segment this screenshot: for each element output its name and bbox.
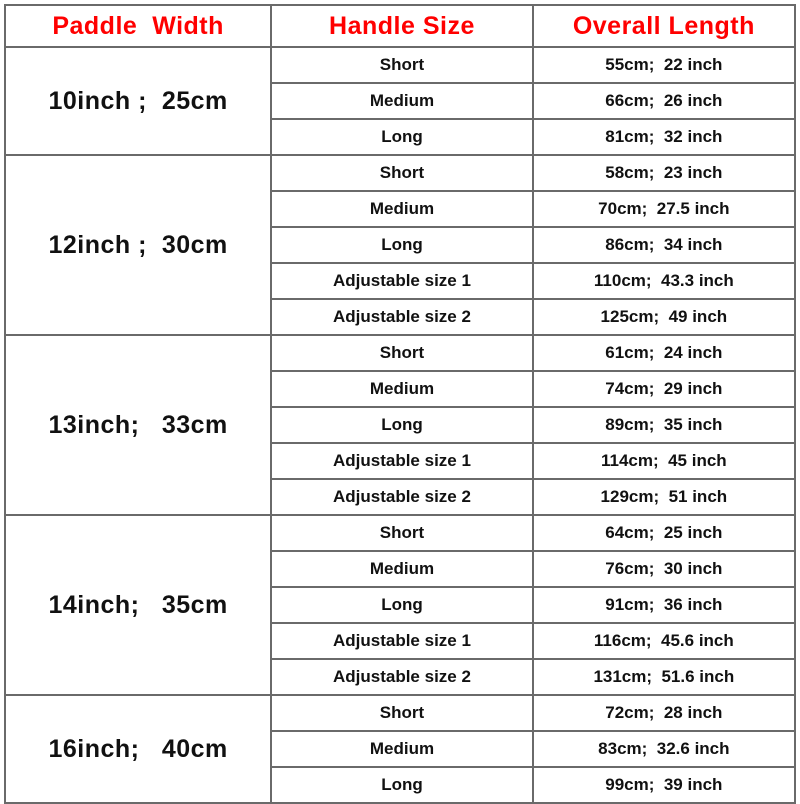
handle-size-cell: Long [271, 119, 532, 155]
overall-length-cell: 114cm; 45 inch [533, 443, 795, 479]
header-row [5, 5, 795, 47]
size-chart-table [4, 4, 796, 804]
handle-size-cell: Medium [271, 731, 532, 767]
column-header-handle-size: Handle Size [271, 5, 532, 47]
paddle-width-cell: 14inch; 35cm [5, 515, 271, 695]
overall-length-cell: 91cm; 36 inch [533, 587, 795, 623]
overall-length-cell: 129cm; 51 inch [533, 479, 795, 515]
overall-length-cell: 81cm; 32 inch [533, 119, 795, 155]
handle-size-cell: Medium [271, 191, 532, 227]
handle-size-cell: Adjustable size 2 [271, 659, 532, 695]
overall-length-cell: 86cm; 34 inch [533, 227, 795, 263]
handle-size-cell: Short [271, 155, 532, 191]
overall-length-cell: 70cm; 27.5 inch [533, 191, 795, 227]
paddle-width-cell: 12inch ; 30cm [5, 155, 271, 335]
size-chart-header [5, 5, 795, 47]
handle-size-cell: Long [271, 587, 532, 623]
overall-length-cell: 64cm; 25 inch [533, 515, 795, 551]
overall-length-cell: 72cm; 28 inch [533, 695, 795, 731]
overall-length-cell: 110cm; 43.3 inch [533, 263, 795, 299]
handle-size-cell: Adjustable size 1 [271, 443, 532, 479]
overall-length-cell: 76cm; 30 inch [533, 551, 795, 587]
overall-length-cell: 116cm; 45.6 inch [533, 623, 795, 659]
handle-size-cell: Adjustable size 2 [271, 299, 532, 335]
handle-size-cell: Long [271, 407, 532, 443]
handle-size-cell: Adjustable size 2 [271, 479, 532, 515]
overall-length-cell: 83cm; 32.6 inch [533, 731, 795, 767]
overall-length-cell: 131cm; 51.6 inch [533, 659, 795, 695]
handle-size-cell: Adjustable size 1 [271, 263, 532, 299]
table-row [5, 155, 795, 191]
handle-size-cell: Long [271, 227, 532, 263]
overall-length-cell: 125cm; 49 inch [533, 299, 795, 335]
overall-length-cell: 99cm; 39 inch [533, 767, 795, 803]
overall-length-cell: 55cm; 22 inch [533, 47, 795, 83]
handle-size-cell: Short [271, 695, 532, 731]
handle-size-cell: Long [271, 767, 532, 803]
overall-length-cell: 58cm; 23 inch [533, 155, 795, 191]
overall-length-cell: 74cm; 29 inch [533, 371, 795, 407]
handle-size-cell: Short [271, 335, 532, 371]
paddle-width-cell: 10inch ; 25cm [5, 47, 271, 155]
overall-length-cell: 89cm; 35 inch [533, 407, 795, 443]
handle-size-cell: Adjustable size 1 [271, 623, 532, 659]
handle-size-cell: Medium [271, 83, 532, 119]
handle-size-cell: Short [271, 515, 532, 551]
paddle-width-cell: 16inch; 40cm [5, 695, 271, 803]
column-header-overall-length: Overall Length [533, 5, 795, 47]
table-row [5, 695, 795, 731]
size-chart-body [5, 47, 795, 803]
column-header-paddle-width: Paddle Width [5, 5, 271, 47]
handle-size-cell: Medium [271, 371, 532, 407]
overall-length-cell: 66cm; 26 inch [533, 83, 795, 119]
table-row [5, 335, 795, 371]
handle-size-cell: Short [271, 47, 532, 83]
table-row [5, 515, 795, 551]
paddle-width-cell: 13inch; 33cm [5, 335, 271, 515]
handle-size-cell: Medium [271, 551, 532, 587]
overall-length-cell: 61cm; 24 inch [533, 335, 795, 371]
table-row [5, 47, 795, 83]
